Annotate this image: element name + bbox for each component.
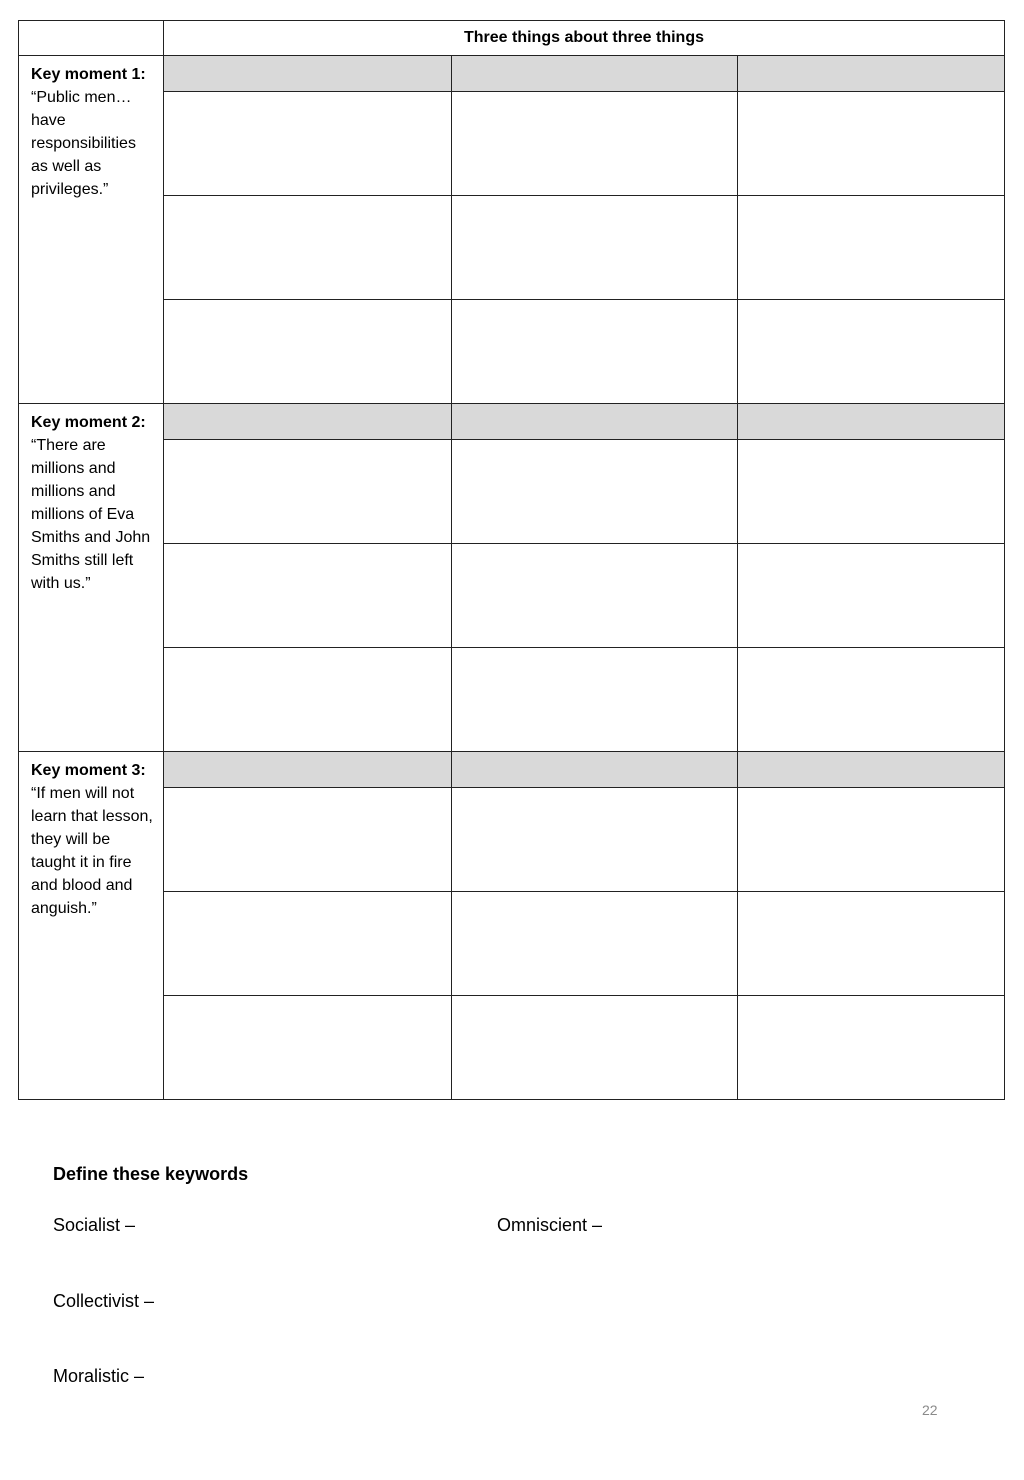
answer-cell[interactable] [452, 196, 738, 300]
moment-3-shaded-cell [164, 752, 452, 788]
answer-cell[interactable] [164, 196, 452, 300]
key-moment-2-label [19, 404, 164, 752]
answer-cell[interactable] [164, 92, 452, 196]
moment-2-answer-row [19, 648, 1005, 752]
keyword-collectivist: Collectivist – [53, 1291, 155, 1311]
answer-cell[interactable] [164, 544, 452, 648]
moment-3-shaded-cell [452, 752, 738, 788]
moment-2-answer-row [19, 544, 1005, 648]
page-number: 22 [922, 1402, 938, 1418]
answer-cell[interactable] [452, 92, 738, 196]
key-moment-3-quote: “If men will not learn that lesson, they will be taught it in fire and blood and anguish.” [31, 785, 153, 917]
moment-1-answer-row [19, 196, 1005, 300]
answer-cell[interactable] [738, 440, 1005, 544]
keyword-omniscient: Omniscient – [497, 1215, 603, 1235]
answer-cell[interactable] [452, 648, 738, 752]
key-moment-3-label [19, 752, 164, 1100]
moment-1-answer-row [19, 92, 1005, 196]
key-moment-2-heading: Key moment 2: [31, 414, 146, 431]
moment-2-shaded-cell [738, 404, 1005, 440]
answer-cell[interactable] [738, 300, 1005, 404]
answer-cell[interactable] [738, 196, 1005, 300]
answer-cell[interactable] [164, 996, 452, 1100]
moment-2-shaded-cell [164, 404, 452, 440]
answer-cell[interactable] [452, 440, 738, 544]
answer-cell[interactable] [738, 996, 1005, 1100]
key-moment-1-quote: “Public men…have responsibilities as well as privileges.” [31, 89, 136, 198]
answer-cell[interactable] [452, 544, 738, 648]
moment-2-shaded-cell [452, 404, 738, 440]
key-moment-2-quote: “There are millions and millions and millions of Eva Smiths and John Smiths still left with us.” [31, 437, 151, 592]
moment-3-shaded-row [19, 752, 1005, 788]
moment-1-answer-row [19, 300, 1005, 404]
answer-cell[interactable] [738, 788, 1005, 892]
answer-cell[interactable] [452, 300, 738, 404]
answer-cell[interactable] [452, 788, 738, 892]
answer-cell[interactable] [452, 892, 738, 996]
key-moment-1-heading: Key moment 1: [31, 66, 146, 83]
three-things-table [18, 20, 1005, 1100]
table-header-row [19, 21, 1005, 56]
answer-cell[interactable] [452, 996, 738, 1100]
keyword-moralistic: Moralistic – [53, 1366, 145, 1386]
answer-cell[interactable] [164, 788, 452, 892]
moment-3-answer-row [19, 892, 1005, 996]
moment-3-answer-row [19, 996, 1005, 1100]
moment-1-shaded-cell [164, 56, 452, 92]
keyword-socialist: Socialist – [53, 1215, 136, 1235]
answer-cell[interactable] [738, 544, 1005, 648]
moment-1-shaded-cell [452, 56, 738, 92]
moment-2-answer-row [19, 440, 1005, 544]
answer-cell[interactable] [164, 648, 452, 752]
header-corner-cell [19, 21, 164, 56]
answer-cell[interactable] [164, 300, 452, 404]
table-title: Three things about three things [164, 21, 1005, 56]
key-moment-1-label [19, 56, 164, 404]
moment-1-shaded-cell [738, 56, 1005, 92]
moment-3-answer-row [19, 788, 1005, 892]
answer-cell[interactable] [738, 892, 1005, 996]
key-moment-3-heading: Key moment 3: [31, 762, 146, 779]
answer-cell[interactable] [738, 92, 1005, 196]
answer-cell[interactable] [738, 648, 1005, 752]
moment-2-shaded-row [19, 404, 1005, 440]
moment-1-shaded-row [19, 56, 1005, 92]
answer-cell[interactable] [164, 440, 452, 544]
moment-3-shaded-cell [738, 752, 1005, 788]
answer-cell[interactable] [164, 892, 452, 996]
keywords-title: Define these keywords [53, 1164, 249, 1184]
